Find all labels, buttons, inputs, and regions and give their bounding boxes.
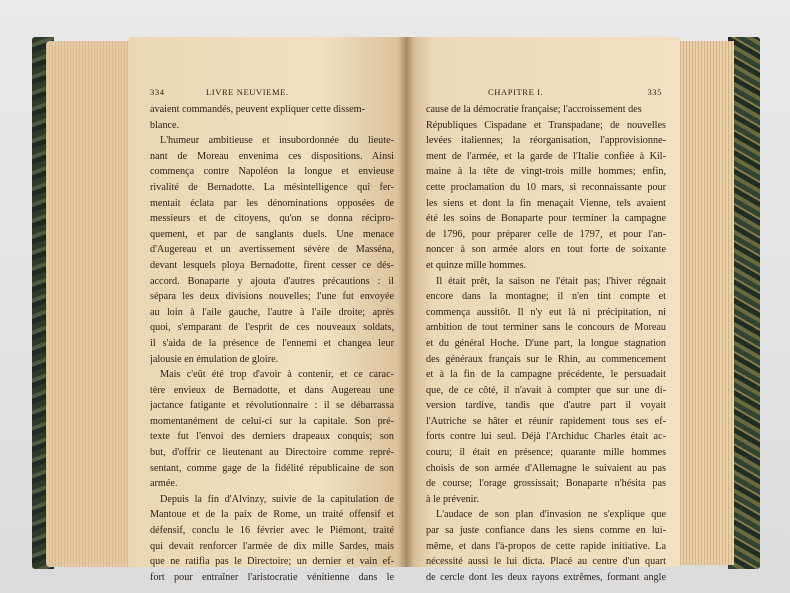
open-book [32,37,760,583]
text-line: cette proclamation du 10 mars, si reconnaissante pour [426,181,666,193]
text-line: même, et dans l'à-propos de cette rapide initiative. La [426,540,666,552]
text-line: couru; il était en présence; quarante mille hommes [426,447,666,459]
text-line: Depuis la fin d'Alvinzy, suivie de la capitulation de [160,493,394,505]
text-line: de course; l'orage grossissait; Bonaparte n'hésita pas [426,478,666,490]
text-line: momentanément de celui-ci sur la capitale. Son pré- [150,415,394,427]
text-line: mentait éclata par les dénominations opposées de [150,197,394,209]
text-line: encore dans la montagne; il n'en tint compte et [426,291,666,303]
text-line: choisis de son armée d'Allemagne le suivaient au pas [426,462,666,474]
text-line: nant de Moreau envenima ces dispositions. Ainsi [150,150,394,162]
text-line: des généraux français sur le Rhin, au commencement [426,353,666,365]
text-line: commença aussitôt. Il n'y eut là ni précipitation, ni [426,306,666,318]
text-line: accord. Bonaparte y ajouta d'autres précautions : il [150,275,394,287]
text-line: l'Autriche se hâter et réunir rapidement tous ses ef- [426,415,666,427]
left-page-number: 334 [150,87,165,97]
text-line: quement, et par de sanglants duels. Une menace [150,228,394,240]
text-line: version tardive, tandis que d'autre part il voyait [426,400,666,412]
text-line: et quinze mille hommes. [426,259,527,271]
text-line: L'audace de son plan d'invasion ne s'explique que [436,509,666,521]
text-line: jactance fatigante et révolutionnaire : il se débarrassa [150,400,394,412]
text-line: armée. [150,478,178,490]
right-page-text [426,102,666,585]
text-line: Il était prêt, la saison ne l'était pas; l'hiver régnait [436,275,666,287]
text-line: nécessité aussi le lui dicta. Placé au centre d'un quart [426,556,666,568]
text-line: devant lesquels ploya Bernadotte, firent cesser ce dés- [150,259,394,271]
text-line: L'humeur ambitieuse et insubordonnée du lieute- [160,135,394,147]
text-line: jalousie en émulation de gloire. [150,353,279,365]
text-line: Républiques Cispadane et Transpadane; de nouvelles [426,119,666,131]
text-line: levées italiennes; la réorganisation, l'approvisionne- [426,135,666,147]
text-line: noncer à son armée alors en tout forte de soixante [426,244,666,256]
right-running-head: CHAPITRE I. [488,87,544,97]
right-page [406,37,680,583]
text-line: rivalité de Bernadotte. La mésintelligence qui fer- [150,181,394,193]
text-line: messieurs et de citoyens, qu'on se donna récipro- [150,213,394,225]
text-line: cause de la démocratie française; l'accroissement des [426,104,642,115]
text-line: à le prévenir. [426,493,479,505]
text-line: texte fut l'envoi des derniers drapeaux conquis; son [150,431,394,443]
text-line: Mantoue et de la paix de Rome, un traité offensif et [150,509,394,521]
text-line: au loin à l'aile gauche, l'autre à l'aile droite; après [150,306,394,318]
text-line: et à la fin de la campagne précédente, le persuadait [426,369,666,381]
left-running-head: LIVRE NEUVIEME. [206,87,289,97]
left-page-text [150,102,394,585]
text-line: été les soins de Bonaparte pour terminer la campagne [426,213,666,225]
text-line: de cercle dont les deux rayons extrêmes, formant angle [426,571,666,583]
text-line: sépara les deux divisions nouvelles; l'une fut envoyée [150,291,394,303]
text-line: défensif, conclu le 16 février avec le Piémont, traité [150,525,394,537]
text-line: quoi, s'emparant de l'esprit de ces nouveaux soldats, [150,322,394,334]
text-line: les siens et dont la fin menaçait Vienne, tels avaient [426,197,666,209]
text-line: tère envieux de Bernadotte, et dans Augereau une [150,384,394,396]
text-line: que, de ce côté, il n'avait à compter que sur une di- [426,384,666,396]
text-line: de 1796, pour préparer celle de 1797, et pour l'an- [426,228,666,240]
text-line: par sa juste confiance dans les siens comme en lui- [426,525,666,537]
text-line: fort pour entraîner l'aristocratie vénitienne dans le [150,571,394,583]
text-line: qui devait renforcer l'armée de dix mille Sardes, mais [150,540,394,552]
text-line: d'Augereau et un avertissement sévère de Masséna, [150,244,394,256]
right-page-number: 335 [647,87,662,97]
text-line: et du général Hoche. D'une part, la longue stagnation [426,337,666,349]
text-line: but, d'offrir ce lieutenant au Directoire comme repré- [150,447,394,459]
text-line: il s'aida de la présence de l'ennemi et changea leur [150,337,394,349]
text-line: forts contre lui seul. Déjà l'Archiduc Charles était ac- [426,431,666,443]
text-line: Mais c'eût été trop d'avoir à contenir, et ce carac- [160,369,394,381]
book-gutter [398,37,414,567]
text-line: sentant, comme gage de la fidélité républicaine de son [150,462,394,474]
text-line: ambition de tout terminer sans le concours de Moreau [426,322,666,334]
text-line: que ne ratifia pas le Directoire; un dernier et vain ef- [150,556,394,568]
text-line: maine à la tête de vingt-trois mille hommes; enfin, [426,166,666,178]
text-line: ment de l'armée, et la garde de l'Italie confiée à Kil- [426,150,666,162]
left-page [128,37,406,583]
text-line: avaient commandés, peuvent expliquer cette dissem- [150,104,365,115]
text-line: blance. [150,119,180,131]
text-line: commença contre Napoléon la longue et envieuse [150,166,394,178]
